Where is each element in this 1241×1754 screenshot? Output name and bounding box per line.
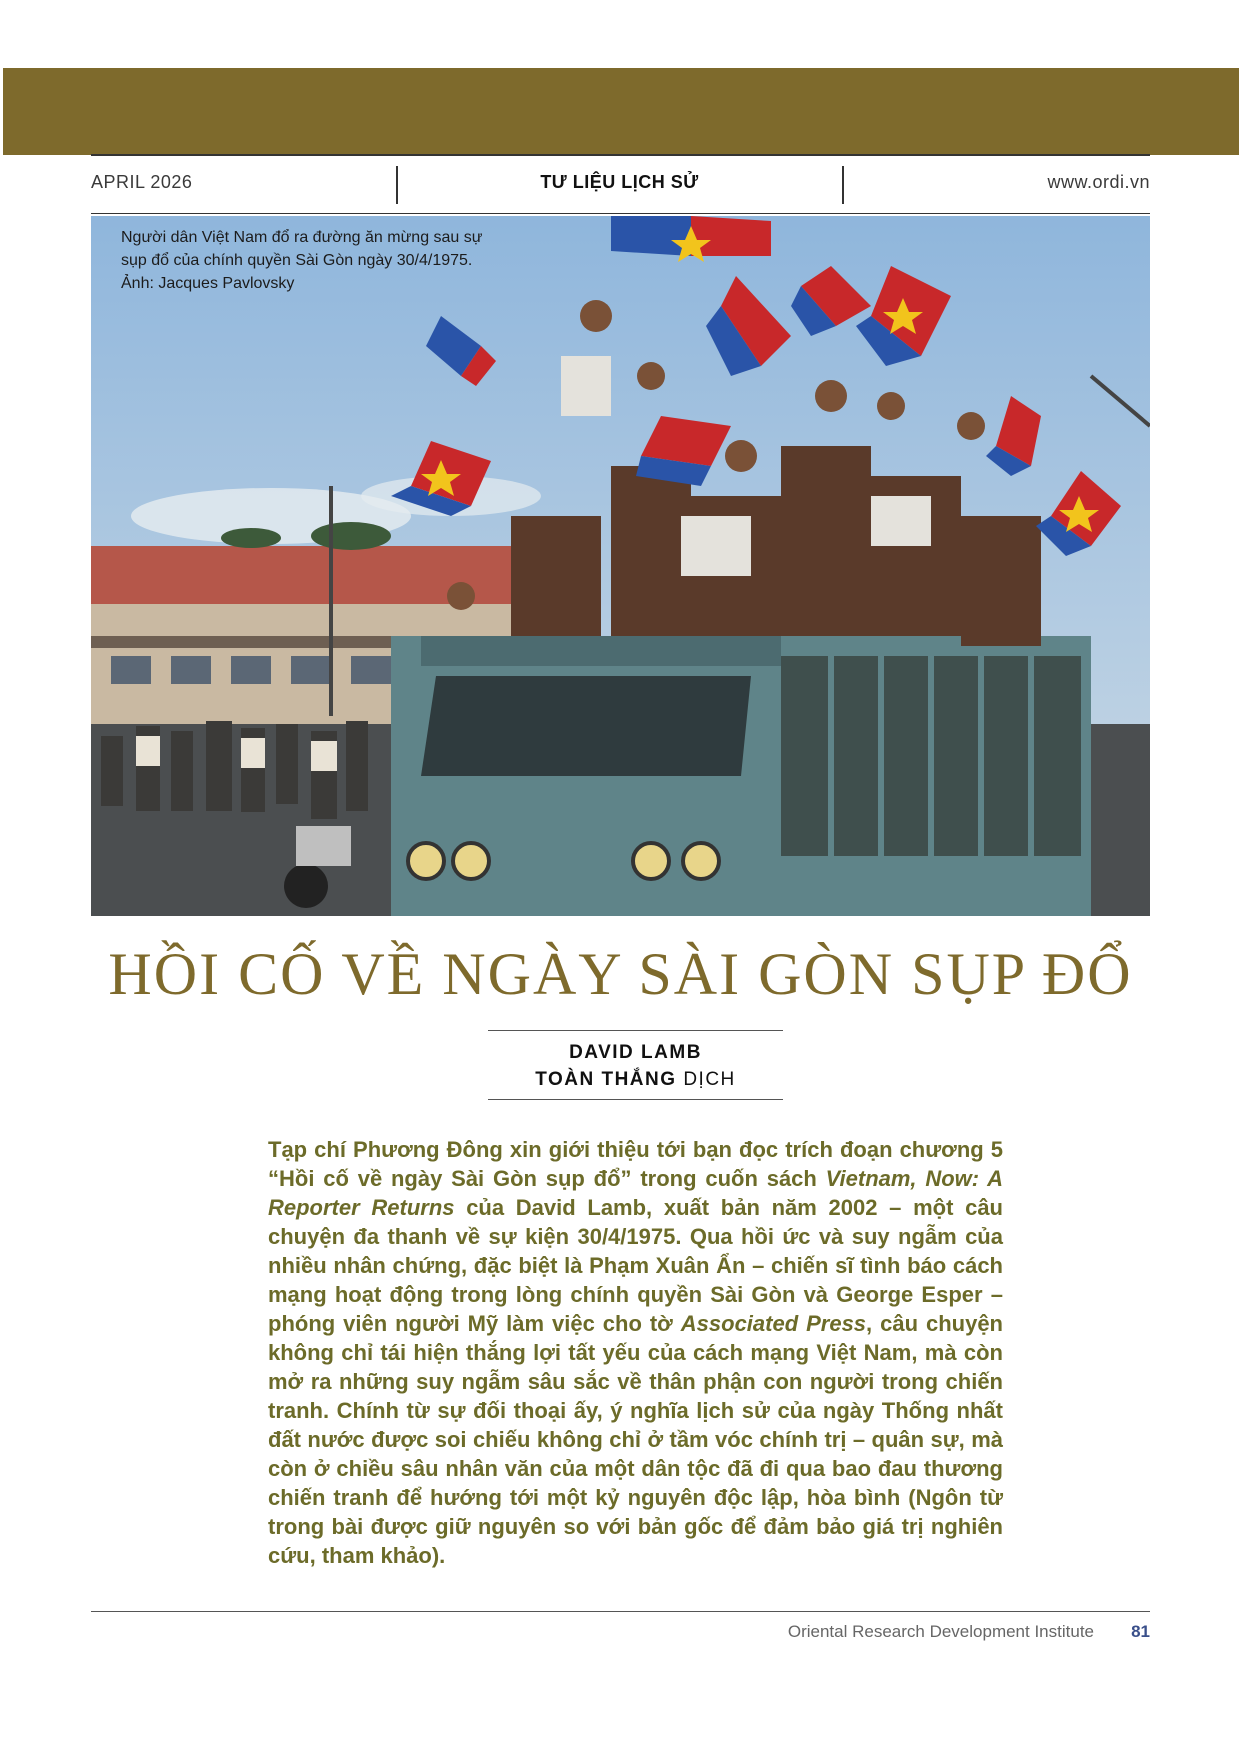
- byline-top-rule: [488, 1030, 783, 1031]
- article-intro: [268, 1135, 1003, 1570]
- article-title: HỒI CỐ VỀ NGÀY SÀI GÒN SỤP ĐỔ: [108, 941, 1133, 1007]
- institute-name: Oriental Research Development Institute: [787, 1622, 1094, 1641]
- intro-text: , câu chuyện không chỉ tái hiện thắng lợi tất yếu của cách mạng Việt Nam, mà còn mở ra những suy ngẫm sâu sắc về thân phận con người trong chiến tranh. Chính từ sự đối thoại ấy, ý nghĩa lịch sử của ngày Thống nhất đất nước được soi chiếu không chỉ ở tầm vóc chính trị – quân sự, mà còn ở chiều sâu nhân văn của một dân tộc đã đi qua bao đau thương chiến tranh để hướng tới một kỷ nguyên độc lập, hòa bình (Ngôn từ trong bài được giữ nguyên so với bản gốc để đảm bảo giá trị nghiên cứu, tham khảo).: [268, 1311, 1003, 1568]
- header-top-rule: [91, 154, 1150, 156]
- author-name: DAVID LAMB: [569, 1042, 702, 1063]
- caption-line: Người dân Việt Nam đổ ra đường ăn mừng sau sự: [121, 229, 483, 246]
- website-link[interactable]: www.ordi.vn: [1047, 172, 1150, 192]
- book-title: Vietnam, Now: A Reporter Returns: [268, 1166, 1003, 1220]
- byline-bottom-rule: [488, 1099, 783, 1100]
- translator-name: TOÀN THẮNG: [535, 1069, 677, 1090]
- article-photo: [91, 216, 1150, 916]
- translator-role: DỊCH: [683, 1069, 736, 1090]
- section-title: TƯ LIỆU LỊCH SỬ: [540, 172, 699, 192]
- photo-caption: [121, 226, 501, 295]
- photo-credit: Ảnh: Jacques Pavlovsky: [121, 275, 295, 292]
- page-number: 81: [1131, 1622, 1150, 1641]
- caption-line: sụp đổ của chính quyền Sài Gòn ngày 30/4/1975.: [121, 252, 473, 269]
- header-band: [3, 68, 1239, 155]
- agency-name: Associated Press: [680, 1311, 867, 1336]
- translator-credit: [488, 1069, 783, 1091]
- intro-text: của David Lamb, xuất bản năm 2002 – một câu chuyện đa thanh về sự kiện 30/4/1975. Qua hồi ức và suy ngẫm của nhiều nhân chứng, đặc biệt là Phạm Xuân Ẩn – chiến sĩ tình báo cách mạng hoạt động trong lòng chính quyền Sài Gòn và George Esper – phóng viên người Mỹ làm việc cho tờ: [268, 1195, 1003, 1336]
- intro-text: Tạp chí Phương Đông xin giới thiệu tới bạn đọc trích đoạn chương 5 “Hồi cố về ngày Sài Gòn sụp đổ” trong cuốn sách: [268, 1137, 1003, 1191]
- footer-rule: [91, 1611, 1150, 1612]
- header-bottom-rule: [91, 213, 1150, 214]
- header-divider-right: [842, 166, 844, 204]
- issue-date: APRIL 2026: [91, 172, 193, 192]
